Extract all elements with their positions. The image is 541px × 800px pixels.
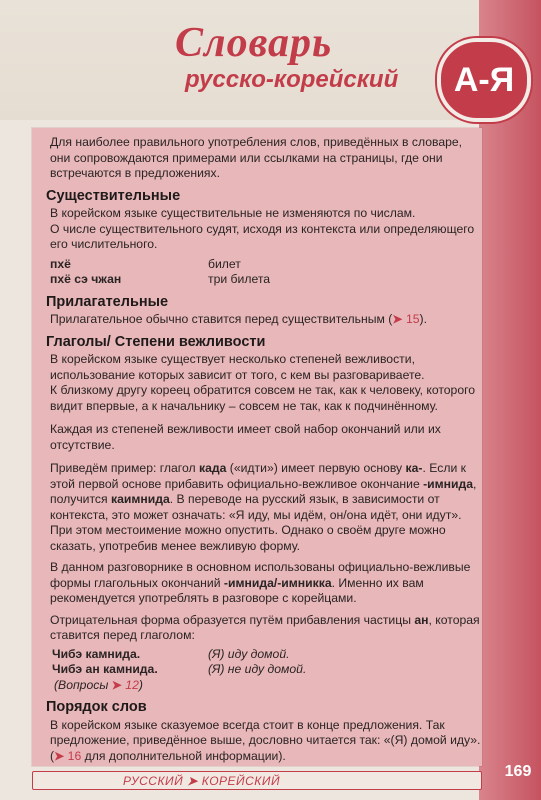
text-run: . Именно их вам рекомендуется употреблять в разговоре с корейцами. [50, 575, 424, 605]
text-run-bold: -имнида [423, 476, 474, 491]
example-russian: (Я) не иду домой. [208, 662, 307, 676]
page-number: 169 [504, 763, 532, 780]
text-run-bold: ан [414, 612, 429, 627]
questions-reference [54, 678, 482, 694]
arrow-right-icon: ➤ [111, 677, 122, 692]
text-run-bold: када [199, 461, 227, 475]
nouns-paragraph-2: О числе существительного судят, исходя из контекста или определяющего его числительного. [50, 221, 475, 251]
verbs-paragraph-4 [50, 461, 482, 554]
footer-label-right: КОРЕЙСКИЙ [201, 773, 281, 788]
word-order-paragraph [50, 718, 482, 765]
section-heading-word-order: Порядок слов [46, 699, 147, 715]
text-run: , которая ставится перед глаголом: [50, 612, 480, 642]
example-russian: (Я) иду домой. [208, 646, 290, 661]
verbs-paragraph-3: Каждая из степеней вежливости имеет свой набор окончаний или их отсутствие. [50, 422, 441, 452]
text-run-bold: -имнида/-имникка [223, 575, 332, 590]
arrow-right-icon: ➤ [392, 312, 403, 326]
adjectives-text: Прилагательное обычно ставится перед существительным ( [50, 312, 393, 326]
header [175, 20, 415, 94]
arrow-right-icon: ➤ [187, 773, 198, 788]
grammar-notes [46, 135, 482, 768]
nouns-examples [50, 257, 482, 288]
example-korean: Чибэ ан камнида. [52, 662, 158, 676]
text-run: . Если к этой первой основе прибавить официально-вежливое окончание [50, 461, 466, 491]
verbs-paragraph-2: К близкому другу кореец обратится совсем не так, как к человеку, которого видит впервые, а к начальнику – совсем не так, как к подчинённому. [50, 383, 476, 413]
example-russian: билет [208, 256, 241, 271]
verbs-paragraph-6 [50, 613, 482, 644]
adjectives-paragraph [50, 312, 482, 328]
page-title: Словарь [175, 20, 333, 66]
alphabet-range-badge: А-Я [437, 38, 531, 122]
section-heading-verbs: Глаголы/ Степени вежливости [46, 333, 266, 350]
example-korean: Чибэ камнида. [52, 646, 141, 661]
text-run: («идти») имеет первую основу [226, 461, 406, 475]
page-reference-link[interactable]: 15 [405, 312, 420, 326]
text-run: Отрицательная форма образуется путём прибавления частицы [50, 612, 415, 627]
example-russian: три билета [208, 272, 271, 286]
nouns-paragraph-1: В корейском языке существительные не изменяются по числам. [50, 206, 416, 220]
verbs-paragraph-5 [50, 560, 482, 607]
text-run-bold: ка- [405, 461, 423, 475]
page-subtitle: русско-корейский [185, 66, 399, 93]
text-run: Приведём пример: глагол [50, 461, 199, 475]
section-heading-adjectives: Прилагательные [46, 293, 169, 310]
text-run: В данном разговорнике в основном использованы официально-вежливые формы глагольных окончаний [50, 560, 471, 590]
text-run: . В переводе на русский язык, в зависимости от контекста, это может означать: «Я иду, мы идём, он/она идёт, они идут». При этом местоимение можно опустить. Однако о своём друге можно сказать, употребив менее вежливую форму. [50, 492, 462, 553]
text-run-bold: каимнида [111, 492, 170, 506]
text-run: для дополнительной информации). [81, 748, 286, 763]
negation-examples [52, 647, 482, 678]
text-run: ) [138, 677, 143, 692]
footer-language-direction [32, 771, 482, 790]
footer-label-left: РУССКИЙ [123, 773, 184, 788]
page-reference-link[interactable]: 12 [125, 677, 139, 692]
text-run: В корейском языке сказуемое всегда стоит в конце предложения. Так предложение, приведённое выше, дословно читается так: «(Я) домой иду». ( [50, 717, 481, 763]
verbs-paragraph-1: В корейском языке существует несколько степеней вежливости, использование которых зависит от того, с кем вы разговариваете. [50, 352, 425, 382]
intro-paragraph: Для наиболее правильного употребления слов, приведённых в словаре, они сопровождаются примерами или ссылками на страницы, где они встречаются в предложениях. [50, 135, 463, 180]
example-korean: пхё сэ чжан [50, 272, 122, 286]
adjectives-text-end: ). [419, 312, 427, 326]
section-heading-nouns: Существительные [46, 187, 181, 204]
text-run: , получится [50, 476, 477, 506]
text-run: (Вопросы [54, 677, 109, 692]
arrow-right-icon: ➤ [54, 748, 65, 763]
page-reference-link[interactable]: 16 [67, 748, 82, 763]
example-korean: пхё [50, 256, 71, 271]
